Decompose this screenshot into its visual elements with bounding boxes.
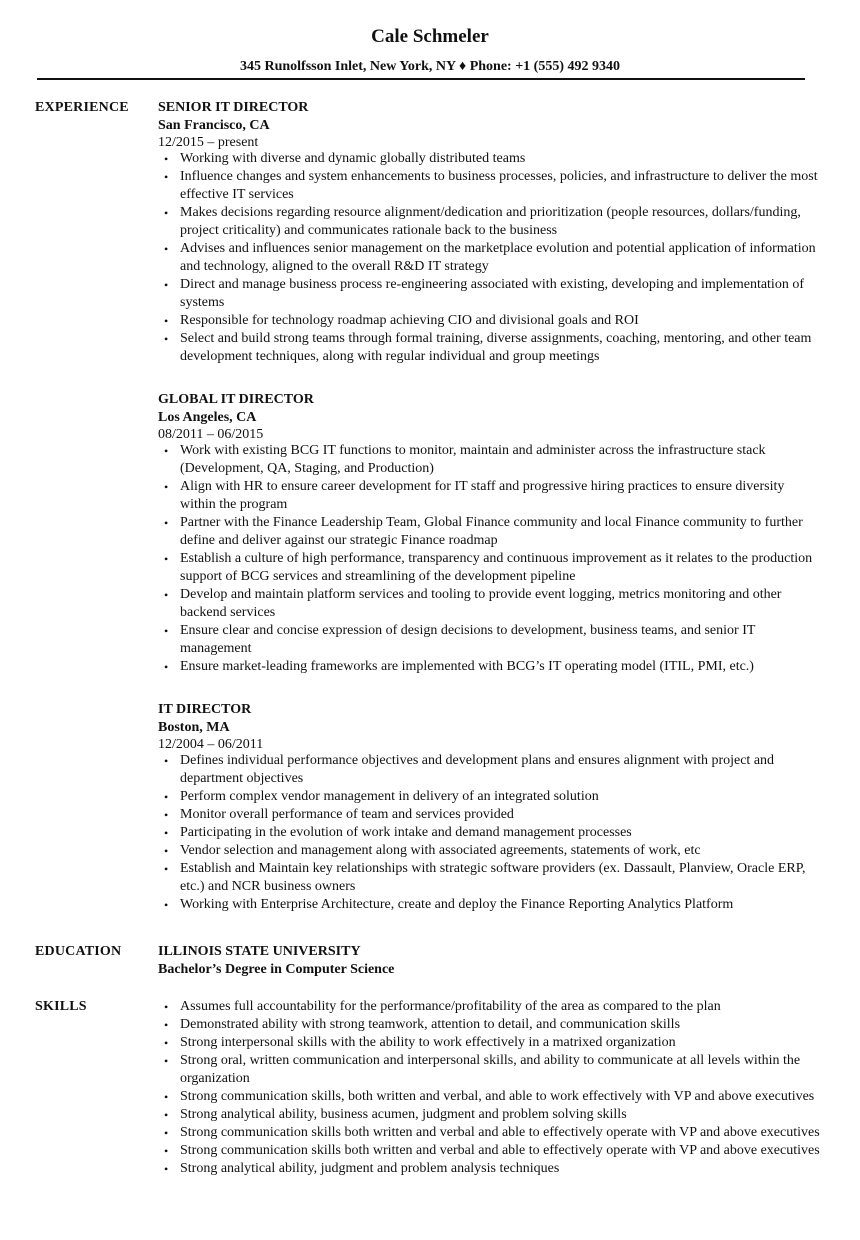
skill-text: Demonstrated ability with strong teamwork, attention to detail, and communication skills [180,1017,681,1032]
bullet-text: Direct and manage business process re-engineering associated with existing, developing and implementation of systems [180,277,804,310]
bullet-item [162,658,822,676]
job-entry [158,99,818,366]
candidate-name: Cale Schmeler [371,26,489,47]
bullet-dot-icon: • [164,790,169,804]
bullet-item [162,824,822,842]
job-dates: 12/2004 – 06/2011 [158,737,264,752]
bullet-text: Responsible for technology roadmap achieving CIO and divisional goals and ROI [180,313,639,328]
skills-list [158,998,818,1178]
bullet-text: Ensure market-leading frameworks are implemented with BCG’s IT operating model (ITIL, PMI, etc.) [180,659,754,674]
bullet-dot-icon: • [164,552,169,566]
bullet-text: Perform complex vendor management in delivery of an integrated solution [180,789,599,804]
skill-text: Strong communication skills both written and verbal and able to effectively operate with VP and above executives [180,1125,820,1140]
bullet-dot-icon: • [164,206,169,220]
bullet-item [162,806,822,824]
bullet-text: Working with Enterprise Architecture, create and deploy the Finance Reporting Analytics Platform [180,897,734,912]
bullet-text: Defines individual performance objectives and development plans and ensures alignment with project and department objectives [180,753,775,786]
bullet-dot-icon: • [164,1054,169,1068]
skill-text: Strong interpersonal skills with the ability to work effectively in a matrixed organization [180,1035,676,1050]
bullet-item [162,860,822,896]
bullet-dot-icon: • [164,516,169,530]
skill-item [162,1160,822,1178]
bullet-dot-icon: • [164,278,169,292]
bullet-item [162,622,822,658]
skill-item [162,1142,822,1160]
bullet-text: Develop and maintain platform services and tooling to provide event logging, metrics monitoring and other backend services [180,587,782,620]
header-divider [37,78,805,80]
bullet-dot-icon: • [164,1036,169,1050]
bullet-dot-icon: • [164,444,169,458]
skill-item [162,1016,822,1034]
skill-item [162,1088,822,1106]
bullet-dot-icon: • [164,660,169,674]
job-title: IT DIRECTOR [158,702,252,717]
job-bullets [162,752,822,914]
contact-line: 345 Runolfsson Inlet, New York, NY ♦ Phone: +1 (555) 492 9340 [239,59,621,74]
bullet-item [162,586,822,622]
job-entry [158,701,818,914]
bullet-dot-icon: • [164,314,169,328]
bullet-text: Establish a culture of high performance, transparency and continuous improvement as it relates to the production support of BCG services and streamlining of the development pipeline [180,551,813,584]
bullet-item [162,514,822,550]
bullet-text: Partner with the Finance Leadership Team, Global Finance community and local Finance community to further define and deliver against our strategic Finance roadmap [180,515,803,548]
job-entry [158,391,818,676]
job-title: SENIOR IT DIRECTOR [158,100,309,115]
bullet-dot-icon: • [164,152,169,166]
bullet-dot-icon: • [164,1126,169,1140]
bullet-dot-icon: • [164,1144,169,1158]
bullet-dot-icon: • [164,826,169,840]
bullet-item [162,842,822,860]
bullet-text: Establish and Maintain key relationships with strategic software providers (ex. Dassault, Planview, Oracle ERP, etc.) and NCR business owners [180,861,806,894]
bullet-dot-icon: • [164,242,169,256]
skill-item [162,1124,822,1142]
bullet-dot-icon: • [164,1162,169,1176]
bullet-item [162,276,822,312]
education-entry [158,943,818,979]
bullet-item [162,240,822,276]
bullet-dot-icon: • [164,754,169,768]
bullet-item [162,168,822,204]
bullet-dot-icon: • [164,862,169,876]
bullet-text: Work with existing BCG IT functions to monitor, maintain and administer across the infrastructure stack (Development, QA, Staging, and Production) [180,443,766,476]
skill-text: Strong communication skills, both written and verbal, and able to work effectively with VP and above executives [180,1089,815,1104]
job-location: San Francisco, CA [158,118,270,133]
skill-text: Assumes full accountability for the performance/profitability of the area as compared to the plan [180,999,721,1014]
skill-text: Strong oral, written communication and interpersonal skills, and ability to communicate at all levels within the organization [180,1053,801,1086]
bullet-dot-icon: • [164,1018,169,1032]
bullet-dot-icon: • [164,808,169,822]
resume-header [0,24,860,76]
bullet-text: Participating in the evolution of work intake and demand management processes [180,825,632,840]
skill-text: Strong analytical ability, business acumen, judgment and problem solving skills [180,1107,627,1122]
bullet-text: Select and build strong teams through formal training, diverse assignments, coaching, mentoring, and other team development techniques, along with regular individual and group meetings [180,331,812,364]
skill-text: Strong analytical ability, judgment and problem analysis techniques [180,1161,560,1176]
bullet-item [162,752,822,788]
bullet-item [162,204,822,240]
job-dates: 12/2015 – present [158,135,259,150]
bullet-text: Vendor selection and management along with associated agreements, statements of work, etc [180,843,701,858]
skill-text: Strong communication skills both written and verbal and able to effectively operate with VP and above executives [180,1143,820,1158]
degree: Bachelor’s Degree in Computer Science [158,962,395,977]
skill-bullets [162,998,822,1178]
bullet-dot-icon: • [164,1090,169,1104]
job-location: Boston, MA [158,720,230,735]
bullet-dot-icon: • [164,1108,169,1122]
bullet-item [162,330,822,366]
bullet-text: Working with diverse and dynamic globally distributed teams [180,151,526,166]
school-name: ILLINOIS STATE UNIVERSITY [158,944,361,959]
job-dates: 08/2011 – 06/2015 [158,427,264,442]
bullet-item [162,442,822,478]
education-heading: EDUCATION [35,944,122,959]
bullet-dot-icon: • [164,480,169,494]
skill-item [162,998,822,1016]
bullet-dot-icon: • [164,1000,169,1014]
job-bullets [162,150,822,366]
bullet-text: Ensure clear and concise expression of design decisions to development, business teams, and senior IT management [180,623,756,656]
job-location: Los Angeles, CA [158,410,257,425]
bullet-item [162,478,822,514]
bullet-dot-icon: • [164,898,169,912]
bullet-text: Align with HR to ensure career development for IT staff and progressive hiring practices to ensure diversity within the program [180,479,785,512]
job-title: GLOBAL IT DIRECTOR [158,392,314,407]
bullet-text: Advises and influences senior management on the marketplace evolution and potential application of information and technology, aligned to the overall R&D IT strategy [180,241,816,274]
bullet-dot-icon: • [164,844,169,858]
bullet-item [162,312,822,330]
bullet-text: Influence changes and system enhancements to business processes, policies, and infrastructure to deliver the most effective IT services [180,169,818,202]
bullet-text: Makes decisions regarding resource alignment/dedication and prioritization (people resources, dollars/funding, project criticality) and communicates rationale back to the business [180,205,801,238]
skill-item [162,1106,822,1124]
bullet-dot-icon: • [164,588,169,602]
skill-item [162,1052,822,1088]
skill-item [162,1034,822,1052]
bullet-item [162,788,822,806]
bullet-item [162,896,822,914]
bullet-dot-icon: • [164,332,169,346]
skills-heading: SKILLS [35,999,87,1014]
experience-heading: EXPERIENCE [35,100,129,115]
bullet-dot-icon: • [164,170,169,184]
bullet-text: Monitor overall performance of team and services provided [180,807,514,822]
bullet-item [162,150,822,168]
job-bullets [162,442,822,676]
bullet-item [162,550,822,586]
bullet-dot-icon: • [164,624,169,638]
